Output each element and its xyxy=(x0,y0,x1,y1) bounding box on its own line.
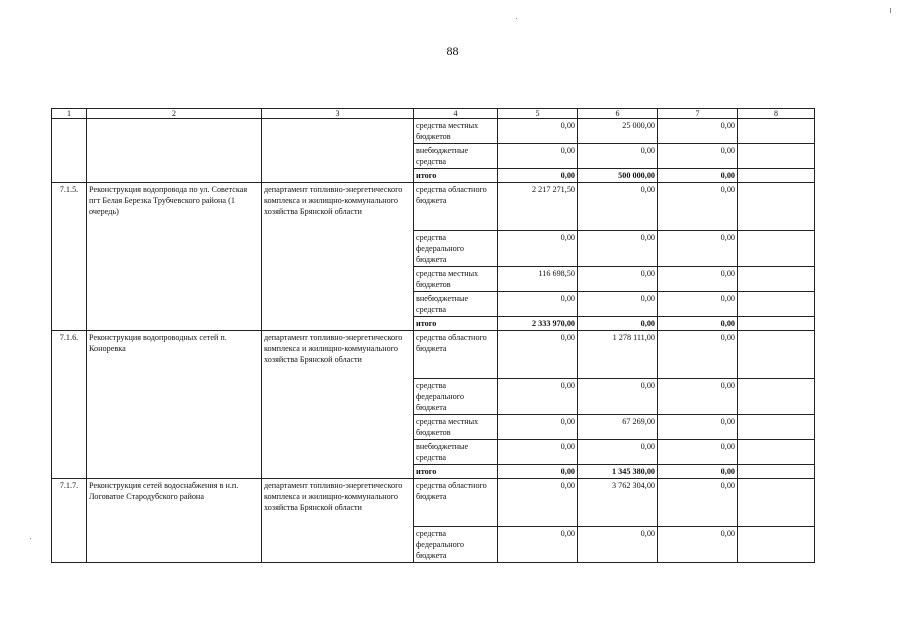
responsible-department xyxy=(262,465,414,479)
table-row xyxy=(52,379,815,415)
responsible-department xyxy=(262,292,414,317)
funding-source: средства федерального бюджета xyxy=(414,379,498,415)
table-row xyxy=(52,415,815,440)
amount-col6: 3 762 304,00 xyxy=(578,479,658,527)
responsible-department xyxy=(262,267,414,292)
amount-col5: 0,00 xyxy=(498,465,578,479)
amount-col5: 0,00 xyxy=(498,479,578,527)
responsible-department xyxy=(262,440,414,465)
project-name: Реконструкция водопроводных сетей п. Коноревка xyxy=(87,331,262,379)
table-row xyxy=(52,331,815,379)
responsible-department xyxy=(262,169,414,183)
amount-col6: 500 000,00 xyxy=(578,169,658,183)
project-name xyxy=(87,527,262,563)
amount-col8 xyxy=(738,144,815,169)
funding-source: итого xyxy=(414,169,498,183)
column-header: 2 xyxy=(87,109,262,119)
table-row xyxy=(52,169,815,183)
amount-col7: 0,00 xyxy=(658,331,738,379)
project-name xyxy=(87,379,262,415)
amount-col7: 0,00 xyxy=(658,169,738,183)
table-row xyxy=(52,231,815,267)
column-header: 5 xyxy=(498,109,578,119)
funding-source: итого xyxy=(414,317,498,331)
funding-source: средства местных бюджетов xyxy=(414,267,498,292)
responsible-department xyxy=(262,144,414,169)
amount-col6: 67 269,00 xyxy=(578,415,658,440)
funding-source: внебюджетные средства xyxy=(414,292,498,317)
amount-col6: 25 000,00 xyxy=(578,119,658,144)
row-code xyxy=(52,169,87,183)
responsible-department xyxy=(262,379,414,415)
funding-source: средства федерального бюджета xyxy=(414,231,498,267)
column-header: 7 xyxy=(658,109,738,119)
responsible-department: департамент топливно-энергетического комплекса и жилищно-коммунального хозяйства Брянской области xyxy=(262,479,414,527)
table-row xyxy=(52,317,815,331)
amount-col7: 0,00 xyxy=(658,479,738,527)
amount-col6: 0,00 xyxy=(578,527,658,563)
column-header: 6 xyxy=(578,109,658,119)
funding-source: средства областного бюджета xyxy=(414,183,498,231)
funding-source: итого xyxy=(414,465,498,479)
row-code xyxy=(52,317,87,331)
table-row xyxy=(52,465,815,479)
project-name xyxy=(87,267,262,292)
amount-col8 xyxy=(738,440,815,465)
amount-col8 xyxy=(738,119,815,144)
amount-col8 xyxy=(738,292,815,317)
amount-col5: 116 698,50 xyxy=(498,267,578,292)
amount-col5: 0,00 xyxy=(498,231,578,267)
amount-col8 xyxy=(738,331,815,379)
funding-source: внебюджетные средства xyxy=(414,144,498,169)
amount-col7: 0,00 xyxy=(658,440,738,465)
amount-col6: 0,00 xyxy=(578,440,658,465)
amount-col5: 2 217 271,50 xyxy=(498,183,578,231)
amount-col8 xyxy=(738,527,815,563)
amount-col7: 0,00 xyxy=(658,379,738,415)
amount-col7: 0,00 xyxy=(658,292,738,317)
amount-col7: 0,00 xyxy=(658,527,738,563)
amount-col5: 0,00 xyxy=(498,440,578,465)
funding-source: средства местных бюджетов xyxy=(414,119,498,144)
row-code xyxy=(52,527,87,563)
funding-source: средства областного бюджета xyxy=(414,331,498,379)
amount-col6: 0,00 xyxy=(578,379,658,415)
amount-col5: 0,00 xyxy=(498,415,578,440)
amount-col6: 0,00 xyxy=(578,292,658,317)
table-row xyxy=(52,267,815,292)
row-code xyxy=(52,144,87,169)
table-row xyxy=(52,119,815,144)
amount-col6: 0,00 xyxy=(578,231,658,267)
scan-speck xyxy=(516,18,517,19)
responsible-department: департамент топливно-энергетического комплекса и жилищно-коммунального хозяйства Брянской области xyxy=(262,183,414,231)
amount-col8 xyxy=(738,415,815,440)
column-header: 1 xyxy=(52,109,87,119)
amount-col8 xyxy=(738,379,815,415)
amount-col8 xyxy=(738,317,815,331)
project-name xyxy=(87,465,262,479)
amount-col7: 0,00 xyxy=(658,465,738,479)
project-name xyxy=(87,231,262,267)
amount-col5: 0,00 xyxy=(498,119,578,144)
responsible-department xyxy=(262,415,414,440)
responsible-department xyxy=(262,527,414,563)
table-row xyxy=(52,144,815,169)
scan-speck xyxy=(890,8,891,13)
responsible-department xyxy=(262,317,414,331)
funding-source: внебюджетные средства xyxy=(414,440,498,465)
amount-col7: 0,00 xyxy=(658,144,738,169)
amount-col8 xyxy=(738,231,815,267)
amount-col6: 0,00 xyxy=(578,317,658,331)
row-code xyxy=(52,231,87,267)
row-code xyxy=(52,465,87,479)
row-code: 7.1.6. xyxy=(52,331,87,379)
row-code xyxy=(52,119,87,144)
row-code xyxy=(52,415,87,440)
amount-col6: 0,00 xyxy=(578,144,658,169)
amount-col5: 0,00 xyxy=(498,331,578,379)
row-code: 7.1.5. xyxy=(52,183,87,231)
amount-col7: 0,00 xyxy=(658,267,738,292)
row-code xyxy=(52,292,87,317)
funding-source: средства местных бюджетов xyxy=(414,415,498,440)
row-code xyxy=(52,267,87,292)
table-row xyxy=(52,183,815,231)
column-header: 8 xyxy=(738,109,815,119)
project-name xyxy=(87,440,262,465)
amount-col7: 0,00 xyxy=(658,317,738,331)
amount-col8 xyxy=(738,479,815,527)
table-row xyxy=(52,479,815,527)
project-name xyxy=(87,317,262,331)
amount-col6: 0,00 xyxy=(578,267,658,292)
amount-col7: 0,00 xyxy=(658,183,738,231)
amount-col7: 0,00 xyxy=(658,119,738,144)
amount-col8 xyxy=(738,183,815,231)
budget-table xyxy=(51,108,815,563)
amount-col6: 1 345 380,00 xyxy=(578,465,658,479)
amount-col7: 0,00 xyxy=(658,415,738,440)
column-header: 4 xyxy=(414,109,498,119)
column-header: 3 xyxy=(262,109,414,119)
scan-speck xyxy=(30,538,31,539)
amount-col8 xyxy=(738,267,815,292)
amount-col5: 0,00 xyxy=(498,144,578,169)
responsible-department: департамент топливно-энергетического комплекса и жилищно-коммунального хозяйства Брянской области xyxy=(262,331,414,379)
row-code: 7.1.7. xyxy=(52,479,87,527)
project-name: Реконструкция водопровода по ул. Советская пгт Белая Березка Трубчевского района (1 очередь) xyxy=(87,183,262,231)
funding-source: средства федерального бюджета xyxy=(414,527,498,563)
amount-col6: 0,00 xyxy=(578,183,658,231)
project-name xyxy=(87,169,262,183)
responsible-department xyxy=(262,119,414,144)
amount-col5: 0,00 xyxy=(498,527,578,563)
amount-col5: 0,00 xyxy=(498,292,578,317)
project-name xyxy=(87,144,262,169)
funding-source: средства областного бюджета xyxy=(414,479,498,527)
project-name xyxy=(87,292,262,317)
amount-col7: 0,00 xyxy=(658,231,738,267)
amount-col5: 0,00 xyxy=(498,169,578,183)
project-name xyxy=(87,119,262,144)
project-name xyxy=(87,415,262,440)
amount-col8 xyxy=(738,169,815,183)
table-row xyxy=(52,527,815,563)
page-number: 88 xyxy=(446,44,459,58)
project-name: Реконструкция сетей водоснабжения в н.п. Логоватое Стародубского района xyxy=(87,479,262,527)
row-code xyxy=(52,379,87,415)
table-row xyxy=(52,292,815,317)
column-number-row xyxy=(52,109,815,119)
responsible-department xyxy=(262,231,414,267)
amount-col5: 0,00 xyxy=(498,379,578,415)
amount-col8 xyxy=(738,465,815,479)
row-code xyxy=(52,440,87,465)
amount-col5: 2 333 970,00 xyxy=(498,317,578,331)
table-row xyxy=(52,440,815,465)
amount-col6: 1 278 111,00 xyxy=(578,331,658,379)
